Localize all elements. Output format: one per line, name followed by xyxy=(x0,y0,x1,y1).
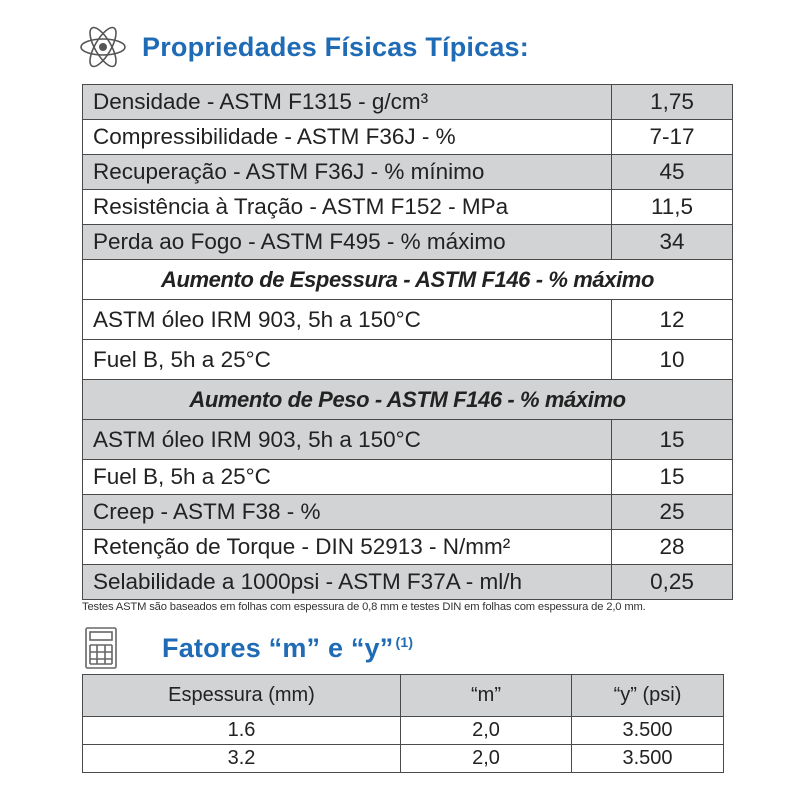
table-row xyxy=(83,300,733,340)
section-header-properties xyxy=(78,22,529,72)
table-row xyxy=(83,717,724,745)
factors-table xyxy=(82,674,724,773)
table-row xyxy=(83,120,733,155)
table-row xyxy=(83,565,733,600)
table-row xyxy=(83,190,733,225)
property-label: Fuel B, 5h a 25°C xyxy=(83,340,612,380)
table-subheader xyxy=(83,260,733,300)
table-subheader xyxy=(83,380,733,420)
property-value: 0,25 xyxy=(612,565,733,600)
cell-y: 3.500 xyxy=(572,745,724,773)
table-row xyxy=(83,530,733,565)
header-y: “y” (psi) xyxy=(572,675,724,717)
table-row xyxy=(83,155,733,190)
property-label: Densidade - ASTM F1315 - g/cm³ xyxy=(83,85,612,120)
cell-m: 2,0 xyxy=(401,745,572,773)
property-label: ASTM óleo IRM 903, 5h a 150°C xyxy=(83,300,612,340)
table-row xyxy=(83,420,733,460)
property-value: 15 xyxy=(612,420,733,460)
subheader-thickness-increase: Aumento de Espessura - ASTM F146 - % máximo xyxy=(83,260,733,300)
section-header-factors xyxy=(78,623,413,673)
section-title-factors xyxy=(162,633,413,664)
cell-y: 3.500 xyxy=(572,717,724,745)
header-m: “m” xyxy=(401,675,572,717)
property-label: Perda ao Fogo - ASTM F495 - % máximo xyxy=(83,225,612,260)
footnote: Testes ASTM são baseados em folhas com espessura de 0,8 mm e testes DIN em folhas com espessura de 2,0 mm. xyxy=(82,601,646,613)
property-label: Compressibilidade - ASTM F36J - % xyxy=(83,120,612,155)
property-value: 34 xyxy=(612,225,733,260)
cell-thickness: 1.6 xyxy=(83,717,401,745)
property-label: Retenção de Torque - DIN 52913 - N/mm² xyxy=(83,530,612,565)
factors-title-text: Fatores “m” e “y” xyxy=(162,632,394,663)
subheader-weight-increase: Aumento de Peso - ASTM F146 - % máximo xyxy=(83,380,733,420)
property-value: 45 xyxy=(612,155,733,190)
table-header-row xyxy=(83,675,724,717)
property-label: Creep - ASTM F38 - % xyxy=(83,495,612,530)
property-value: 12 xyxy=(612,300,733,340)
property-value: 11,5 xyxy=(612,190,733,225)
property-value: 28 xyxy=(612,530,733,565)
property-label: ASTM óleo IRM 903, 5h a 150°C xyxy=(83,420,612,460)
cell-thickness: 3.2 xyxy=(83,745,401,773)
table-row xyxy=(83,495,733,530)
table-row xyxy=(83,460,733,495)
property-label: Resistência à Tração - ASTM F152 - MPa xyxy=(83,190,612,225)
table-row xyxy=(83,745,724,773)
table-row xyxy=(83,340,733,380)
header-thickness: Espessura (mm) xyxy=(83,675,401,717)
table-row xyxy=(83,225,733,260)
property-value: 7-17 xyxy=(612,120,733,155)
factors-title-footnote-marker: (1) xyxy=(395,633,414,650)
property-label: Fuel B, 5h a 25°C xyxy=(83,460,612,495)
table-row xyxy=(83,85,733,120)
property-label: Recuperação - ASTM F36J - % mínimo xyxy=(83,155,612,190)
property-label: Selabilidade a 1000psi - ASTM F37A - ml/h xyxy=(83,565,612,600)
cell-m: 2,0 xyxy=(401,717,572,745)
atom-icon xyxy=(78,22,128,72)
property-value: 15 xyxy=(612,460,733,495)
properties-table xyxy=(82,84,733,600)
property-value: 25 xyxy=(612,495,733,530)
property-value: 10 xyxy=(612,340,733,380)
section-title-properties: Propriedades Físicas Típicas: xyxy=(142,31,529,62)
property-value: 1,75 xyxy=(612,85,733,120)
calculator-icon xyxy=(78,623,128,673)
